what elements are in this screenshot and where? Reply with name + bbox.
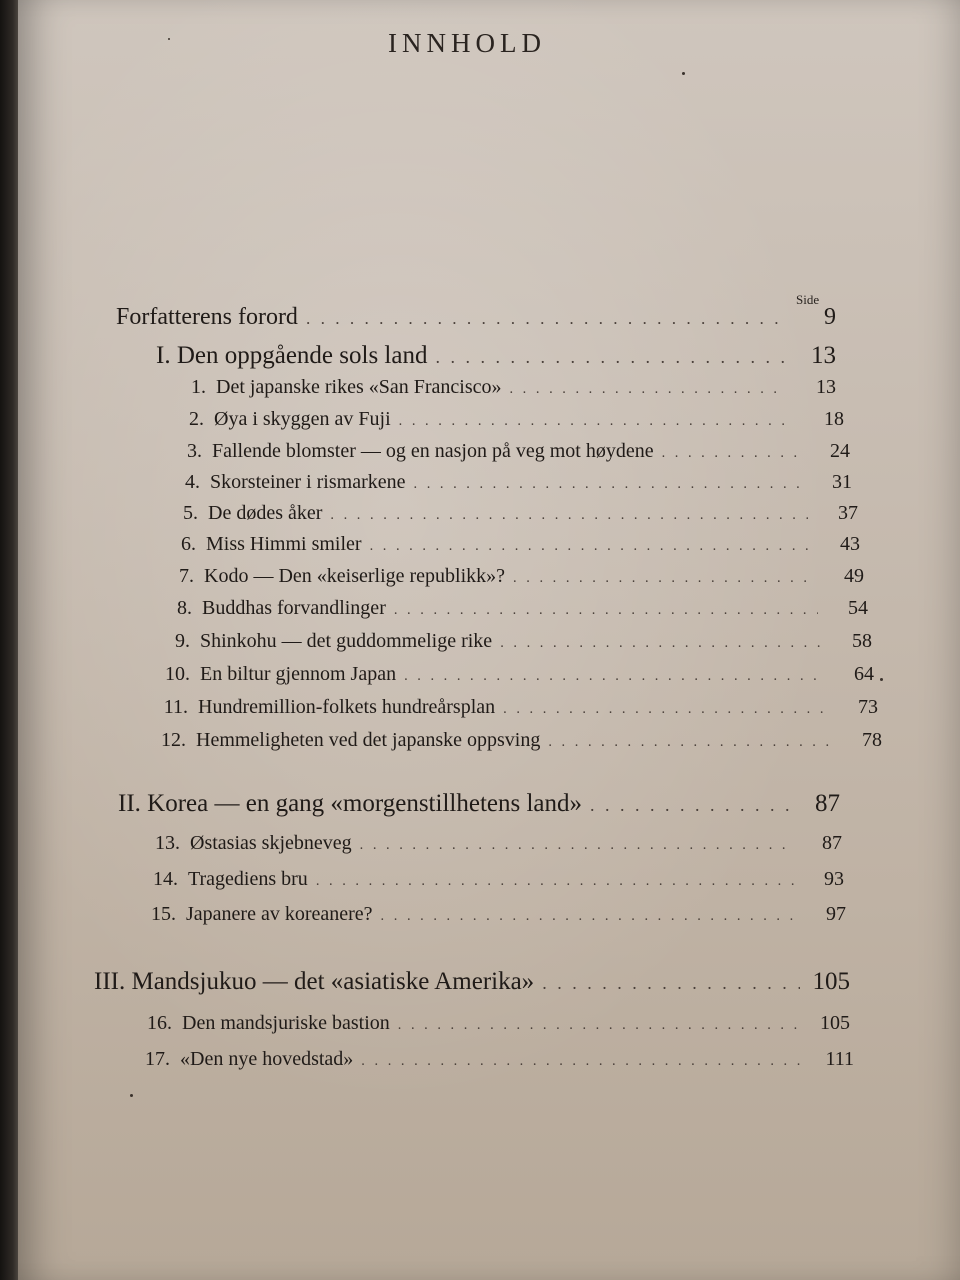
toc-entry-title: Det japanske rikes «San Francisco» <box>216 376 502 398</box>
toc-entry-title: De dødes åker <box>208 502 323 524</box>
book-spine <box>0 0 18 1280</box>
toc-entry-title: Hundremillion-folkets hundreårsplan <box>198 696 496 718</box>
paper-speck <box>682 72 685 75</box>
toc-entry-title: Skorsteiner i rismarkene <box>210 471 406 493</box>
toc-entry-page: 111 <box>825 1048 854 1070</box>
toc-entry-page: 87 <box>815 790 840 817</box>
page-heading: INNHOLD <box>388 28 546 58</box>
toc-chapter-16 <box>130 1012 850 1035</box>
toc-chapter-6 <box>160 533 860 556</box>
toc-chapter-12 <box>144 729 882 752</box>
toc-entry-title: Tragediens bru <box>188 868 308 890</box>
dot-leader <box>306 309 786 329</box>
toc-entry-title: «Den nye hovedstad» <box>180 1048 354 1070</box>
toc-entry-title: Miss Himmi smiler <box>206 533 362 555</box>
page-column-label: Side <box>796 292 820 307</box>
toc-entry-title: Den mandsjuriske bastion <box>182 1012 390 1034</box>
toc-entry-title: Øya i skyggen av Fuji <box>214 408 391 430</box>
toc-entry-number: 10. <box>165 663 190 685</box>
dot-leader <box>548 734 832 751</box>
toc-entry-title: Østasias skjebneveg <box>190 832 352 854</box>
toc-entry-number: 5. <box>183 502 198 524</box>
dot-leader <box>414 476 803 493</box>
toc-entry-number: 6. <box>181 533 196 555</box>
toc-entry-title: Forfatterens forord <box>116 304 298 330</box>
dot-leader <box>330 507 808 524</box>
dot-leader <box>394 602 818 619</box>
toc-part-3 <box>94 968 850 996</box>
toc-entry-number: 16. <box>147 1012 172 1034</box>
toc-entry-page: 13 <box>816 376 836 398</box>
paper-speck <box>880 678 883 681</box>
toc-chapter-11 <box>146 696 878 719</box>
toc-entry-page: 43 <box>840 533 860 555</box>
toc-chapter-17 <box>128 1048 854 1071</box>
toc-chapter-10 <box>148 663 874 686</box>
toc-entry-title: Hemmeligheten ved det japanske oppsving <box>196 729 541 751</box>
toc-entry-number: 1. <box>191 376 206 398</box>
toc-entry-page: 73 <box>858 696 878 718</box>
dot-leader <box>542 973 800 994</box>
toc-entry-number: 7. <box>179 565 194 587</box>
toc-entry-title: Shinkohu — det guddommelige rike <box>200 630 493 652</box>
toc-chapter-9 <box>154 630 872 653</box>
toc-entry-number: 3. <box>187 440 202 462</box>
book-page <box>18 0 960 1280</box>
toc-entry-number: 17. <box>145 1048 170 1070</box>
dot-leader <box>316 873 794 890</box>
paper-speck <box>168 38 170 40</box>
toc-entry-page: 24 <box>830 440 850 462</box>
dot-leader <box>381 908 796 925</box>
toc-chapter-14 <box>136 868 844 891</box>
toc-entry-number: 2. <box>189 408 204 430</box>
toc-entry-preface <box>116 304 836 331</box>
toc-entry-page: 9 <box>824 304 836 330</box>
dot-leader <box>399 413 794 430</box>
toc-entry-number: 9. <box>175 630 190 652</box>
dot-leader <box>500 635 822 652</box>
toc-chapter-5 <box>162 502 858 525</box>
toc-entry-page: 58 <box>852 630 872 652</box>
toc-entry-title: Fallende blomster — og en nasjon på veg mot høydene <box>212 440 654 462</box>
toc-entry-number: 13. <box>155 832 180 854</box>
toc-chapter-3 <box>166 440 850 463</box>
dot-leader <box>370 538 810 555</box>
toc-chapter-7 <box>158 565 864 588</box>
toc-part-1 <box>156 342 836 370</box>
toc-entry-title: III. Mandsjukuo — det «asiatiske Amerika» <box>94 968 535 995</box>
toc-entry-page: 18 <box>824 408 844 430</box>
dot-leader <box>662 445 800 462</box>
toc-entry-page: 97 <box>826 903 846 925</box>
toc-chapter-8 <box>156 597 868 620</box>
toc-entry-title: Japanere av koreanere? <box>186 903 373 925</box>
toc-entry-page: 78 <box>862 729 882 751</box>
toc-entry-page: 64 <box>854 663 874 685</box>
toc-entry-title: I. Den oppgående sols land <box>156 342 428 369</box>
toc-entry-title: En biltur gjennom Japan <box>200 663 397 685</box>
toc-entry-title: Kodo — Den «keiserlige republikk»? <box>204 565 506 587</box>
toc-entry-number: 14. <box>153 868 178 890</box>
toc-entry-number: 12. <box>161 729 186 751</box>
toc-entry-number: 4. <box>185 471 200 493</box>
toc-entry-page: 87 <box>822 832 842 854</box>
toc-entry-page: 105 <box>820 1012 850 1034</box>
toc-chapter-13 <box>138 832 842 855</box>
toc-entry-page: 54 <box>848 597 868 619</box>
toc-chapter-1 <box>170 376 836 399</box>
toc-entry-number: 11. <box>163 696 188 718</box>
dot-leader <box>513 570 814 587</box>
toc-entry-number: 8. <box>177 597 192 619</box>
toc-entry-page: 13 <box>811 342 836 369</box>
toc-entry-page: 93 <box>824 868 844 890</box>
dot-leader <box>590 795 790 816</box>
toc-chapter-2 <box>168 408 844 431</box>
dot-leader <box>404 668 824 685</box>
toc-entry-page: 37 <box>838 502 858 524</box>
toc-entry-page: 49 <box>844 565 864 587</box>
toc-entry-page: 105 <box>812 968 850 995</box>
dot-leader <box>360 837 792 854</box>
dot-leader <box>503 701 828 718</box>
toc-entry-number: 15. <box>151 903 176 925</box>
toc-part-2 <box>118 790 840 818</box>
dot-leader <box>509 381 786 398</box>
toc-chapter-4 <box>164 471 852 494</box>
dot-leader <box>361 1053 804 1070</box>
toc-entry-page: 31 <box>832 471 852 493</box>
paper-speck <box>130 1094 133 1097</box>
toc-chapter-15 <box>134 903 846 926</box>
dot-leader <box>398 1017 800 1034</box>
toc-entry-title: II. Korea — en gang «morgenstillhetens land» <box>118 790 583 817</box>
toc-entry-title: Buddhas forvandlinger <box>202 597 386 619</box>
dot-leader <box>435 347 786 368</box>
